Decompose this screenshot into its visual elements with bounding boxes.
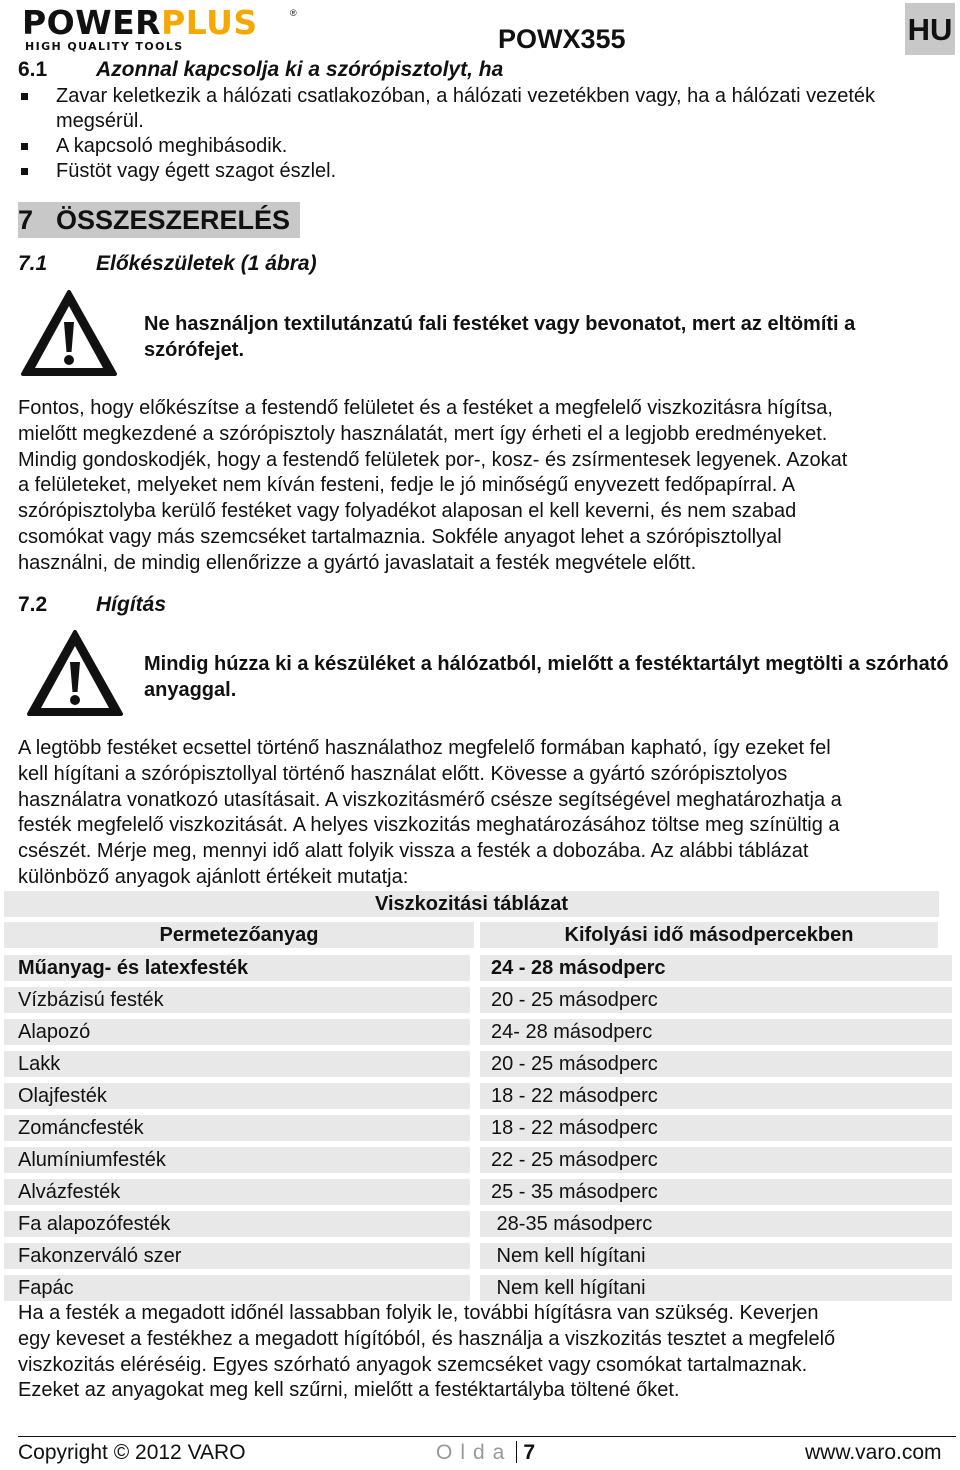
section-7-2-heading [18, 593, 166, 617]
table-cell-time: 25 - 35 másodperc [480, 1179, 952, 1205]
section-title: Hígítás [96, 593, 167, 616]
footer-page [436, 1440, 535, 1466]
text-line: festék megfelelő viszkozitását. A helyes viszkozitás meghatározásához töltse meg színültig a [18, 814, 840, 837]
preparation-paragraph [18, 396, 943, 577]
logo-wordmark: POWERPLUS [22, 3, 258, 42]
page-separator [516, 1441, 517, 1463]
table-cell-time: 22 - 25 másodperc [480, 1147, 952, 1173]
list-item: A kapcsoló meghibásodik. [18, 134, 918, 159]
text-line: használni, de mindig ellenőrizze a gyártó javaslatait a festék megvétele előtt. [18, 551, 697, 574]
footer-website[interactable]: www.varo.com [805, 1441, 942, 1464]
logo-tagline: HIGH QUALITY TOOLS [25, 40, 184, 53]
footer-divider [18, 1436, 956, 1437]
table-cell-material: Alvázfesték [4, 1179, 470, 1205]
warning-text: Mindig húzza ki a készüléket a hálózatból, mielőtt a festéktartályt megtölti a szórható anyaggal. [144, 653, 949, 701]
text-line: mielőtt megkezdené a szórópisztoly használatát, mert így érheti el a legjobb eredményeket. [18, 422, 828, 445]
table-cell-time: Nem kell hígítani [480, 1275, 952, 1301]
warning-triangle-icon [26, 628, 124, 718]
table-cell-material: Lakk [4, 1051, 470, 1077]
footer-copyright: Copyright © 2012 VARO [18, 1441, 246, 1464]
section-number: 7.1 [18, 252, 48, 275]
table-cell-material: Olajfesték [4, 1083, 470, 1109]
registered-mark: ® [290, 8, 297, 18]
page-label: Olda [436, 1441, 513, 1464]
model-number: POWX355 [498, 24, 626, 54]
table-cell-time: 18 - 22 másodperc [480, 1115, 952, 1141]
text-line: különböző anyagok ajánlott értékeit mutatja: [18, 865, 409, 888]
text-line: Mindig gondoskodjék, hogy a festendő felületek por-, kosz- és zsírmentesek legyenek. Azokat [18, 448, 848, 471]
list-item: Zavar keletkezik a hálózati csatlakozóban, a hálózati vezetékben vagy, ha a hálózati vezeték megsérül. [18, 84, 918, 134]
table-header-material: Permetezőanyag [4, 922, 474, 948]
bullet-list [18, 84, 918, 184]
table-cell-time: 18 - 22 másodperc [480, 1083, 952, 1109]
text-line: kell hígítani a szórópisztollyal történő használat előtt. Kövesse a gyártó szórópisztolyos [18, 762, 788, 785]
text-line: csészét. Mérje meg, mennyi idő alatt folyik vissza a festék a dobozába. Az alábbi táblázat [18, 840, 809, 863]
table-header-time: Kifolyási idő másodpercekben [480, 922, 938, 948]
section-title: Azonnal kapcsolja ki a szórópisztolyt, ha [96, 58, 504, 81]
text-line: egy keveset a festékhez a megadott hígítóból, és használja a viszkozitás tesztet a megfelelő [18, 1327, 836, 1350]
table-title: Viszkozitási táblázat [4, 891, 939, 917]
section-title: Előkészületek (1 ábra) [96, 252, 317, 275]
section-title: ÖSSZESZERELÉS [56, 205, 291, 235]
table-cell-material: Alumíniumfesték [4, 1147, 470, 1173]
warning-text: Ne használjon textilutánzatú fali festéket vagy bevonatot, mert az eltömíti a szórófejet. [144, 313, 856, 361]
table-cell-time: Nem kell hígítani [480, 1243, 952, 1269]
table-cell-material: Műanyag- és latexfesték [4, 955, 470, 981]
table-cell-time: 20 - 25 másodperc [480, 987, 952, 1013]
table-cell-time: 24- 28 másodperc [480, 1019, 952, 1045]
list-item: Füstöt vagy égett szagot észlel. [18, 159, 918, 184]
text-line: szórópisztolyba kerülő festéket vagy folyadékot alaposan el kell keverni, és nem szabad [18, 500, 797, 523]
section-number: 7.2 [18, 593, 48, 616]
text-line: csomókat vagy más szemcséket tartalmaznia. Sokféle anyagot lehet a szórópisztollyal [18, 525, 782, 548]
page-number: 7 [523, 1441, 536, 1464]
section-7-heading [18, 202, 300, 238]
table-cell-time: 28-35 másodperc [480, 1211, 952, 1237]
section-number: 7 [18, 205, 34, 235]
closing-paragraph [18, 1301, 943, 1404]
table-cell-material: Fakonzerváló szer [4, 1243, 470, 1269]
language-badge: HU [905, 3, 955, 55]
warning-triangle-icon [20, 288, 118, 378]
section-number: 6.1 [18, 58, 48, 81]
table-cell-material: Alapozó [4, 1019, 470, 1045]
text-line: Ha a festék a megadott időnél lassabban folyik le, további hígításra van szükség. Keverjen [18, 1302, 819, 1324]
table-cell-material: Vízbázisú festék [4, 987, 470, 1013]
table-cell-material: Fa alapozófesték [4, 1211, 470, 1237]
brand-logo [22, 3, 302, 53]
table-cell-material: Fapác [4, 1275, 470, 1301]
section-6-1-heading [18, 58, 503, 82]
text-line: Fontos, hogy előkészítse a festendő felületet és a festéket a megfelelő viszkozitásra hígítsa, [18, 397, 833, 419]
text-line: viszkozitás eléréséig. Egyes szórható anyagok szemcséket vagy csomókat tartalmaznak. [18, 1353, 808, 1376]
text-line: használatra vonatkozó utasításait. A viszkozitásmérő csésze segítségével meghatározhatja a [18, 788, 842, 811]
text-line: A legtöbb festéket ecsettel történő használathoz megfelelő formában kapható, így ezeket fel [18, 737, 831, 759]
table-cell-time: 24 - 28 másodperc [480, 955, 952, 981]
dilution-paragraph [18, 736, 943, 891]
table-cell-material: Zománcfesték [4, 1115, 470, 1141]
text-line: Ezeket az anyagokat meg kell szűrni, mielőtt a festéktartályba töltené őket. [18, 1379, 680, 1402]
table-cell-time: 20 - 25 másodperc [480, 1051, 952, 1077]
section-7-1-heading [18, 252, 317, 276]
text-line: a felületeket, melyeket nem kíván festeni, fedje le jó minőségű enyvezett fedőpapírral. A [18, 474, 796, 497]
